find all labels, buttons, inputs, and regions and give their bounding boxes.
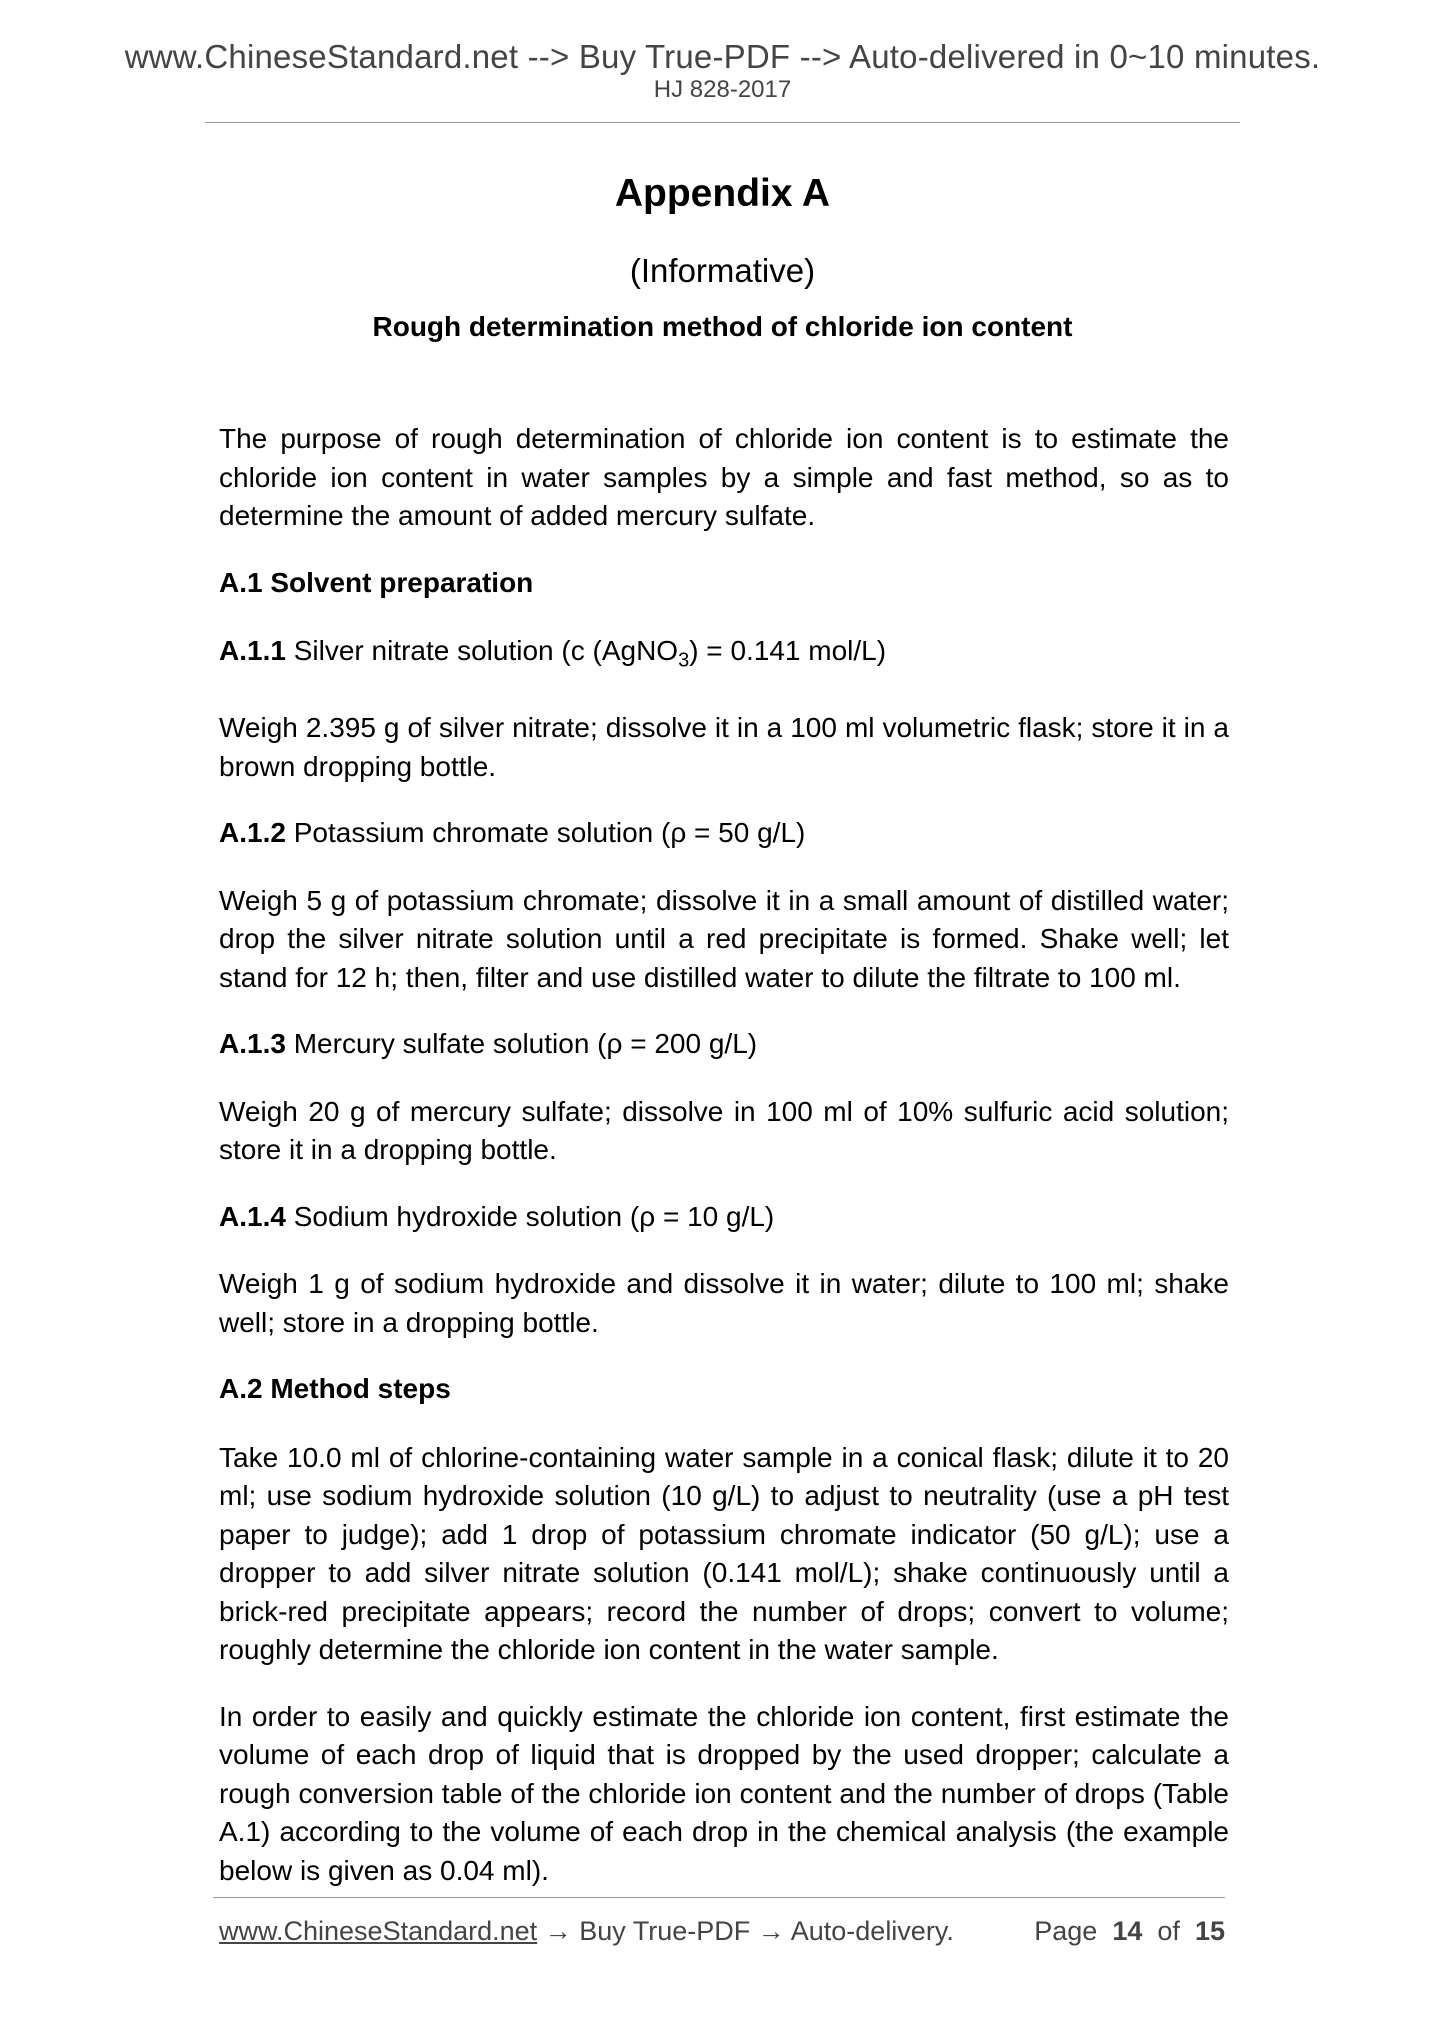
clause-title: Mercury sulfate solution (ρ = 200 g/L): [293, 1028, 758, 1060]
intro-paragraph: The purpose of rough determination of chloride ion content is to estimate the chloride ion content in water samples by a simple and fast method, so as to determine the amount of added mercury sulfate.: [219, 423, 1229, 531]
clause-a1-4-title: [219, 1198, 1229, 1237]
page-label: Page: [1034, 1916, 1098, 1946]
clause-number: A.1.4: [219, 1200, 286, 1232]
clause-a1-1-text: Weigh 2.395 g of silver nitrate; dissolve it in a 100 ml volumetric flask; store it in a brown dropping bottle.: [219, 712, 1229, 782]
method-paragraph-2: In order to easily and quickly estimate the chloride ion content, first estimate the volume of each drop of liquid that is dropped by the used dropper; calculate a rough conversion table of the chloride ion content and the number of drops (Table A.1) according to the volume of each drop in the chemical analysis (the example below is given as 0.04 ml).: [219, 1700, 1229, 1886]
top-banner: www.ChineseStandard.net --> Buy True-PDF --> Auto-delivered in 0~10 minutes.: [124, 38, 1321, 75]
page-indicator: [1034, 1916, 1225, 1947]
body-content: [219, 420, 1229, 1918]
footer-tagline: → Buy True-PDF → Auto-delivery.: [537, 1916, 954, 1946]
clause-title: Potassium chromate solution (ρ = 50 g/L): [293, 817, 806, 849]
informative-label: (Informative): [629, 252, 816, 289]
clause-a1-4-text: Weigh 1 g of sodium hydroxide and dissolve it in water; dilute to 100 ml; shake well; store in a dropping bottle.: [219, 1268, 1229, 1338]
clause-number: A.1.2: [219, 817, 286, 849]
clause-a1-3-text: Weigh 20 g of mercury sulfate; dissolve in 100 ml of 10% sulfuric acid solution; store it in a dropping bottle.: [219, 1095, 1229, 1166]
clause-title: Sodium hydroxide solution (ρ = 10 g/L): [293, 1200, 775, 1232]
clause-number: A.1.3: [219, 1028, 286, 1060]
clause-title-part: ) = 0.141 mol/L): [689, 635, 887, 666]
section-heading-a2: A.2 Method steps: [219, 1373, 451, 1405]
page-current: 14: [1112, 1916, 1143, 1946]
header-divider: [205, 122, 1240, 123]
of-label: of: [1157, 1916, 1180, 1946]
clause-title-part: Silver nitrate solution (c (AgNO: [293, 635, 679, 666]
appendix-subtitle: Rough determination method of chloride ion content: [372, 311, 1073, 342]
clause-a1-2-text: Weigh 5 g of potassium chromate; dissolve it in a small amount of distilled water; drop the silver nitrate solution until a red precipitate is formed. Shake well; let stand for 12 h; then, filter and use distilled water to dilute the filtrate to 100 ml.: [219, 884, 1229, 993]
footer-divider: [213, 1897, 1225, 1898]
clause-a1-2-title: [219, 814, 1229, 853]
appendix-title: Appendix A: [614, 172, 831, 215]
page-total: 15: [1194, 1916, 1225, 1946]
standard-code: HJ 828-2017: [653, 76, 792, 103]
footer-site-link[interactable]: www.ChineseStandard.net: [219, 1916, 538, 1946]
method-paragraph-1: Take 10.0 ml of chlorine-containing water sample in a conical flask; dilute it to 20 ml; use sodium hydroxide solution (10 g/L) to adjust to neutrality (use a pH test paper to judge); add 1 drop of potassium chromate indicator (50 g/L); use a dropper to add silver nitrate solution (0.141 mol/L); shake continuously until a brick-red precipitate appears; record the number of drops; convert to volume; roughly determine the chloride ion content in the water sample.: [219, 1441, 1229, 1666]
section-heading-a1: A.1 Solvent preparation: [219, 566, 534, 598]
clause-a1-3-title: [219, 1025, 1229, 1064]
clause-a1-1-title: [219, 632, 1229, 680]
clause-number: A.1.1: [219, 635, 286, 666]
footer-left: [219, 1916, 954, 1947]
subscript: 3: [678, 649, 690, 672]
